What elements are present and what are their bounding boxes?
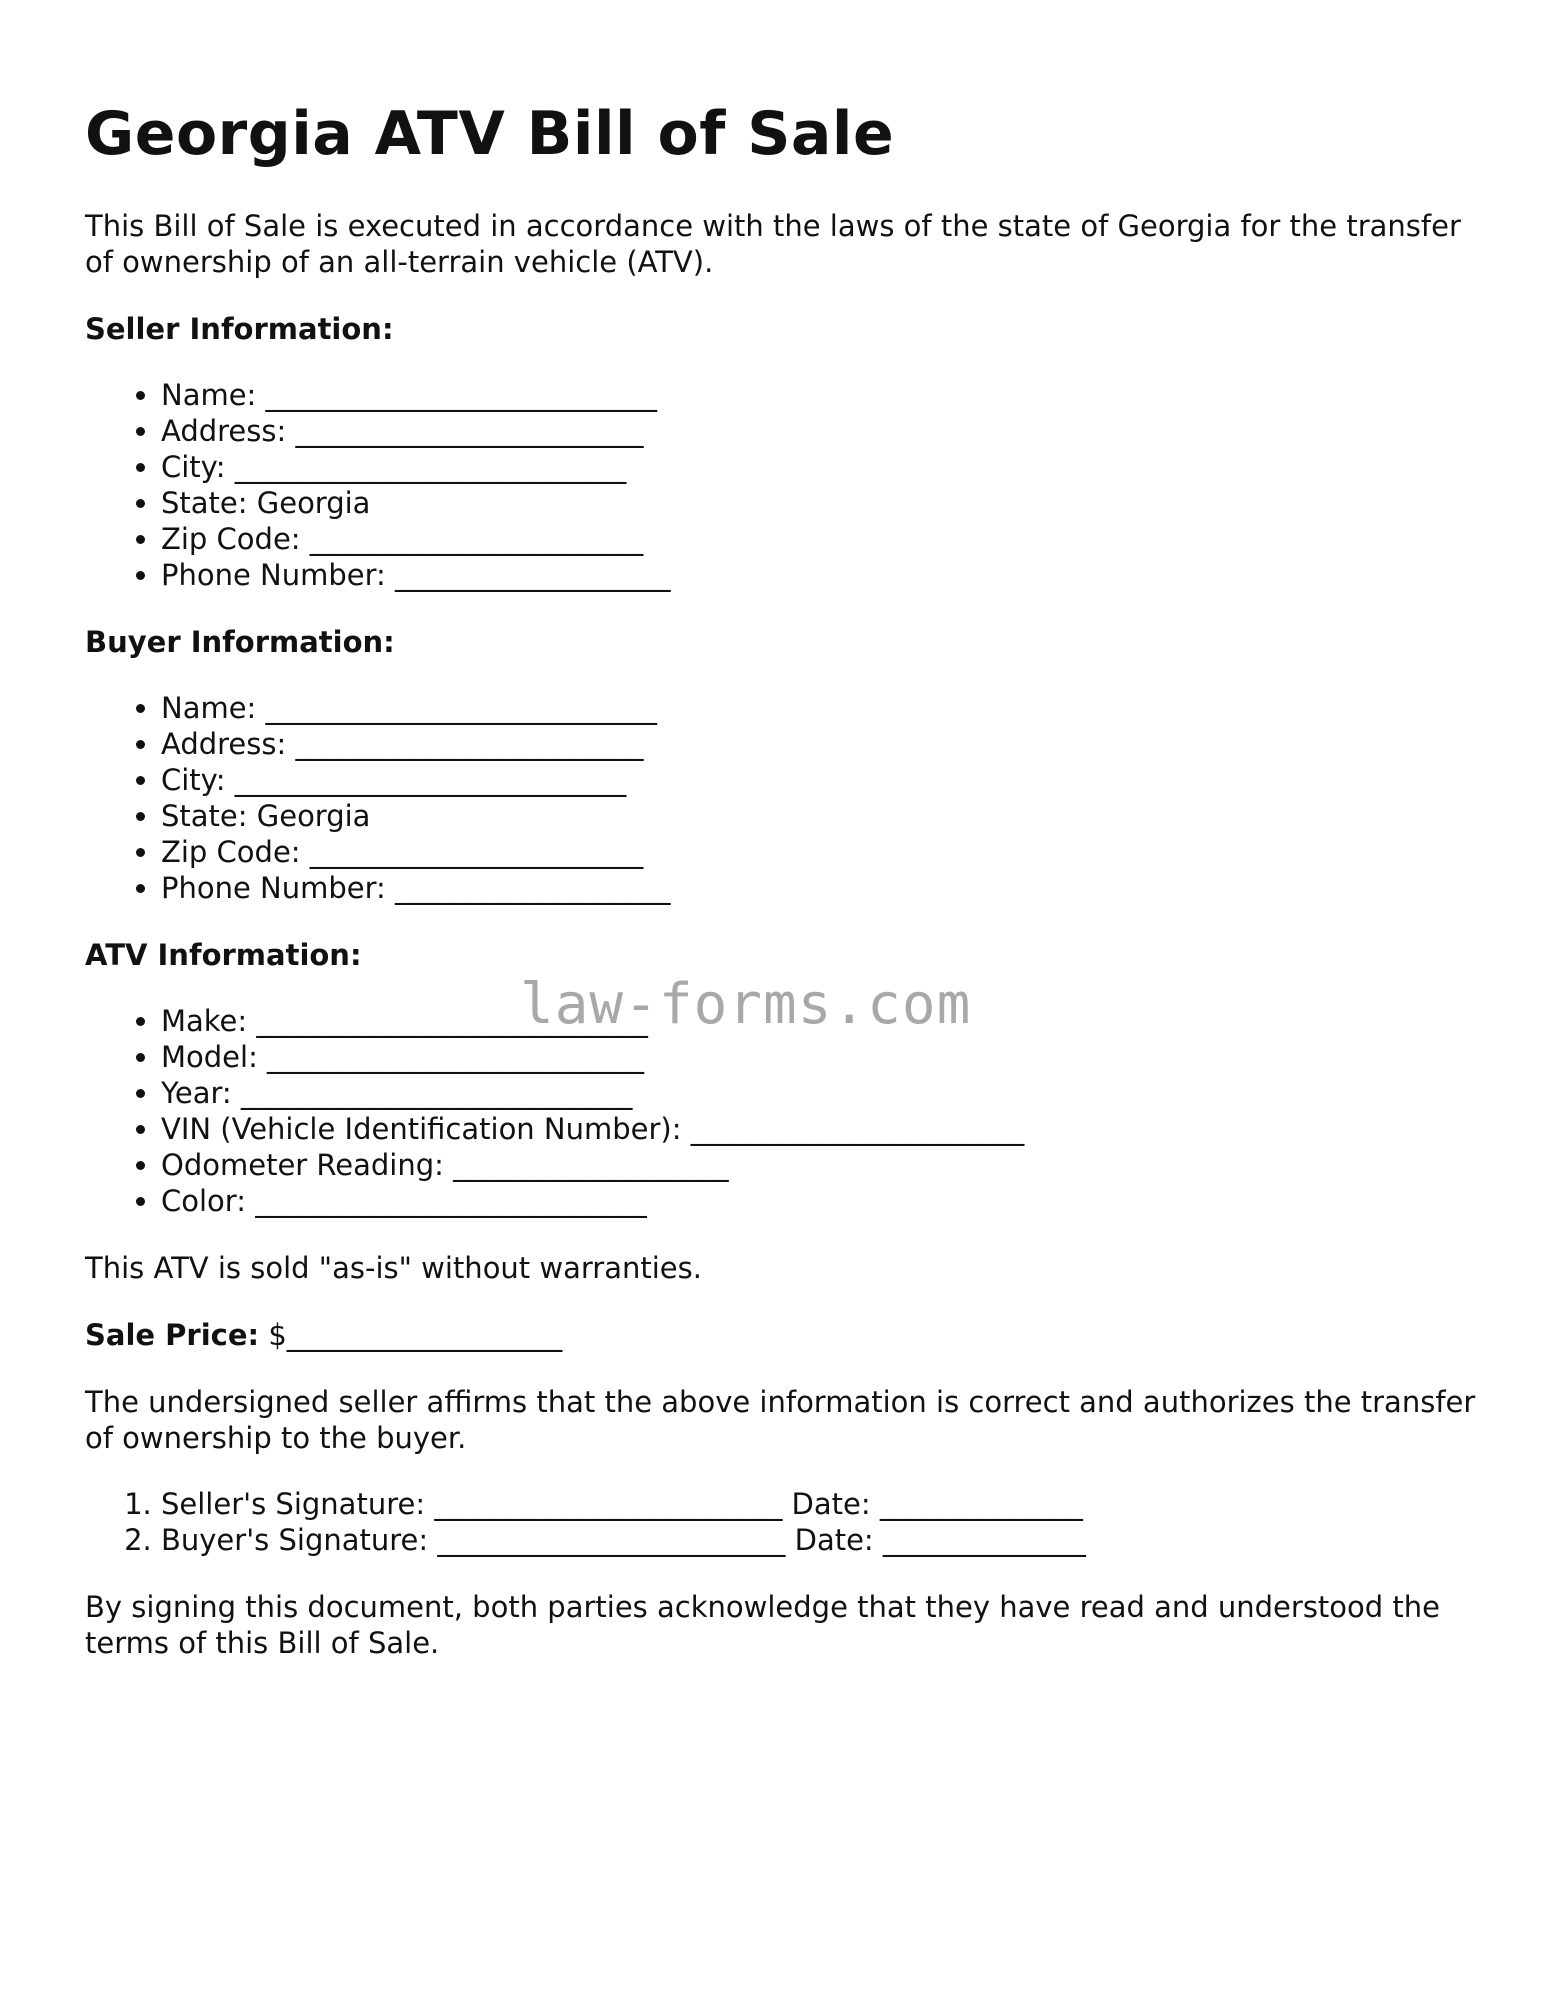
buyer-address-item: • Address: ________________________ [161, 726, 1485, 762]
atv-vin-item: • VIN (Vehicle Identification Number): _______________________ [161, 1111, 1485, 1147]
seller-state-item: • State: Georgia [161, 485, 1485, 521]
watermark: law-forms.com [520, 972, 972, 1037]
closing-paragraph: By signing this document, both parties acknowledge that they have read and understood the terms of this Bill of Sale. [85, 1590, 1440, 1660]
buyer-name-item: • Name: ___________________________ [161, 690, 1485, 726]
atv-section-heading: ATV Information: [85, 938, 362, 972]
page-title: Georgia ATV Bill of Sale [85, 99, 895, 169]
buyer-zip-item: • Zip Code: _______________________ [161, 834, 1485, 870]
buyer-info-list [85, 690, 1485, 906]
atv-make-item: • Make: ___________________________ [161, 1003, 1485, 1039]
buyer-phone-item: • Phone Number: ___________________ [161, 870, 1485, 906]
sale-price-value: $___________________ [268, 1318, 563, 1352]
buyer-section-heading: Buyer Information: [85, 625, 395, 659]
seller-info-list [85, 377, 1485, 593]
sale-price-label: Sale Price: [85, 1318, 260, 1352]
atv-year-item: • Year: ___________________________ [161, 1075, 1485, 1111]
intro-paragraph: This Bill of Sale is executed in accordance with the laws of the state of Georgia for the transfer of ownership of an all-terrain vehicle (ATV). [85, 209, 1461, 279]
seller-zip-item: • Zip Code: _______________________ [161, 521, 1485, 557]
atv-color-item: • Color: ___________________________ [161, 1183, 1485, 1219]
atv-odometer-item: • Odometer Reading: ___________________ [161, 1147, 1485, 1183]
buyer-state-item: • State: Georgia [161, 798, 1485, 834]
document-page [85, 98, 1485, 1661]
seller-address-item: • Address: ________________________ [161, 413, 1485, 449]
seller-city-item: • City: ___________________________ [161, 449, 1485, 485]
seller-name-item: • Name: ___________________________ [161, 377, 1485, 413]
buyer-signature-item: 2. Buyer's Signature: ________________________ Date: ______________ [161, 1522, 1485, 1558]
seller-section-heading: Seller Information: [85, 312, 394, 346]
sale-price-line [85, 1317, 1485, 1353]
atv-model-item: • Model: __________________________ [161, 1039, 1485, 1075]
buyer-city-item: • City: ___________________________ [161, 762, 1485, 798]
seller-signature-item: 1. Seller's Signature: ________________________ Date: ______________ [161, 1486, 1485, 1522]
signature-list [85, 1486, 1485, 1558]
affirmation-paragraph: The undersigned seller affirms that the above information is correct and authorizes the transfer of ownership to the buyer. [85, 1385, 1476, 1455]
as-is-statement: This ATV is sold "as-is" without warranties. [85, 1251, 702, 1285]
seller-phone-item: • Phone Number: ___________________ [161, 557, 1485, 593]
